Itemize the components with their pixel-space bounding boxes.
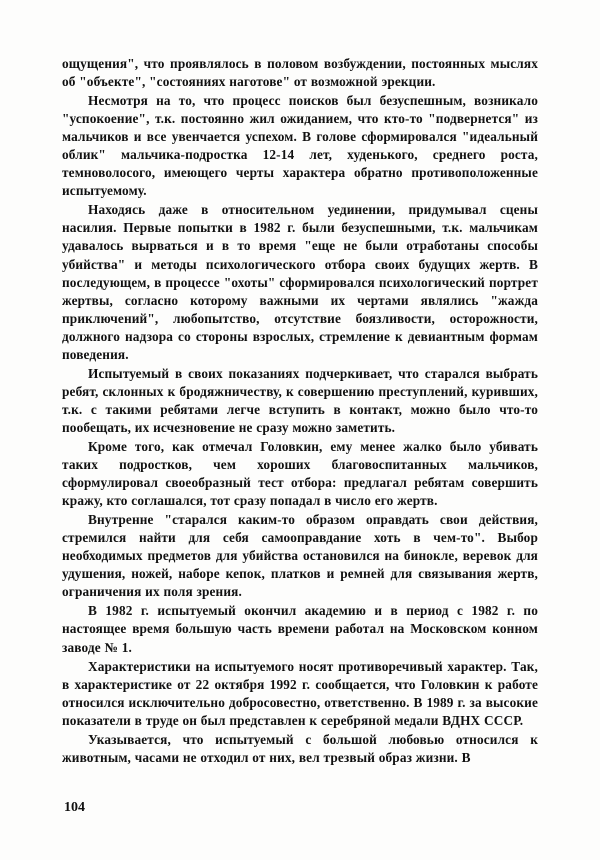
paragraph: Несмотря на то, что процесс поисков был безуспешным, возникало "успокоение", т.к. постоянно жил ожиданием, что кто-то "подвернется" из мальчиков и все увенчается успехом. В голове сформировался "идеальный облик" мальчика-подростка 12-14 лет, худенького, среднего роста, темноволосого, имеющего черты характера обратно противоположенные испытуемому. bbox=[62, 93, 538, 199]
paragraph: Внутренне "старался каким-то образом оправдать свои действия, стремился найти для себя самооправдание хоть в чем-то". Выбор необходимых предметов для убийства остановился на бинокле, веревок для удушения, ножей, наборе кепок, платков и ремней для связывания жертв, ограничения их поля зрения. bbox=[62, 512, 538, 600]
paragraph: Испытуемый в своих показаниях подчеркивает, что старался выбрать ребят, склонных к бродяжничеству, к совершению преступлений, куривших, т.к. с такими ребятами легче вступить в контакт, можно было что-то пообещать, их исчезновение не сразу можно заметить. bbox=[62, 365, 538, 435]
paragraph: Кроме того, как отмечал Головкин, ему менее жалко было убивать таких подростков, чем хороших благовоспитанных мальчиков, сформулировал своеобразный тест отбора: предлагал ребятам совершить кражу, кто соглашался, тот сразу попадал в число его жертв. bbox=[62, 438, 538, 509]
page-number: 104 bbox=[64, 800, 85, 815]
paragraph: Характеристики на испытуемого носят противоречивый характер. Так, в характеристике от 22 октября 1992 г. сообщается, что Головкин к работе относился исключительно добросовестно, ответственно. В 1989 г. за высокие показатели в труде он был представлен к серебряной медали ВДНХ СССР. bbox=[62, 658, 538, 728]
paragraph: ощущения", что проявлялось в половом возбуждении, постоянных мыслях об "объекте", "состояниях наготове" от возможной эрекции. bbox=[62, 56, 538, 90]
body-text-column bbox=[62, 55, 538, 768]
paragraph: Указывается, что испытуемый с большой любовью относился к животным, часами не отходил от них, вел трезвый образ жизни. В bbox=[62, 731, 538, 765]
paragraph: В 1982 г. испытуемый окончил академию и в период с 1982 г. по настоящее время большую часть времени работал на Московском конном заводе № 1. bbox=[62, 603, 538, 655]
paragraph: Находясь даже в относительном уединении, придумывал сцены насилия. Первые попытки в 1982 г. были безуспешными, т.к. мальчикам удавалось вырваться и в то время "еще не были отработаны способы убийства" и методы психологического отбора своих будущих жертв. В последующем, в процессе "охоты" сформировался психологический портрет жертвы, согласно которому важными их чертами являлись "жажда приключений", любопытство, отсутствие боязливости, осторожности, должного надзора со стороны взрослых, стремление к девиантным формам поведения. bbox=[62, 202, 538, 362]
